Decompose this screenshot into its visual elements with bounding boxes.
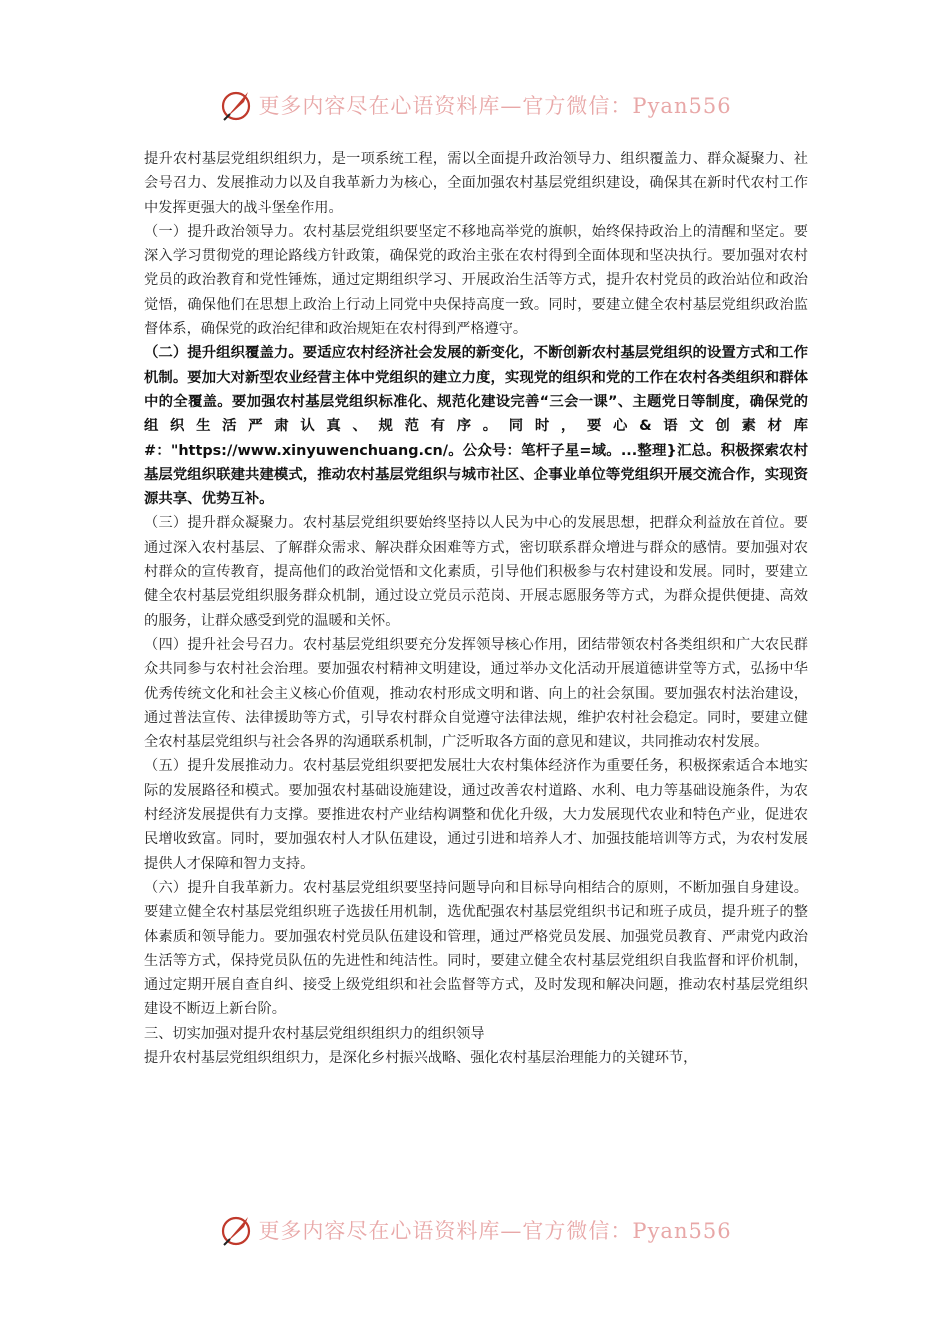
header-banner-text: 更多内容尽在心语资料库—官方微信：Pyan556 — [258, 94, 732, 118]
chapter-3-paragraph: 提升农村基层党组织组织力，是深化乡村振兴战略、强化农村基层治理能力的关键环节， — [144, 1049, 698, 1066]
document-body — [144, 147, 808, 1070]
section-1-paragraph: （一）提升政治领导力。农村基层党组织要坚定不移地高举党的旗帜，始终保持政治上的清醒和坚定。要深入学习贯彻党的理论路线方针政策，确保党的政治主张在农村得到全面体现和坚决执行。要加强对农村党员的政治教育和党性锤炼，通过定期组织学习、开展政治生活等方式，提升农村党员的政治站位和政治觉悟，确保他们在思想上政治上行动上同党中央保持高度一致。同时，要建立健全农村基层党组织政治监督体系，确保党的政治纪律和政治规矩在农村得到严格遵守。 — [144, 223, 808, 338]
chapter-3-heading: 三、切实加强对提升农村基层党组织组织力的组织领导 — [144, 1025, 485, 1042]
section-2-paragraph: （二）提升组织覆盖力。要适应农村经济社会发展的新变化，不断创新农村基层党组织的设置方式和工作机制。要加大对新型农业经营主体中党组织的建立力度，实现党的组织和党的工作在农村各类组织和群体中的全覆盖。要加强农村基层党组织标准化、规范化建设完善“三会一课”、主题党日等制度，确保党的组织生活严肃认真、规范有序。同时，要心&语文创素材库#："https://www.xinyuwenchuang.cn/。公众号：笔杆子星=域。...整理}汇总。积极探索农村基层党组织联建共建模式，推动农村基层党组织与城市社区、企事业单位等党组织开展交流合作，实现资源共享、优势互补。 — [144, 345, 808, 508]
intro-paragraph: 提升农村基层党组织组织力，是一项系统工程，需以全面提升政治领导力、组织覆盖力、群众凝聚力、社会号召力、发展推动力以及自我革新力为核心，全面加强农村基层党组织建设，确保其在新时代农村工作中发挥更强大的战斗堡垒作用。 — [144, 151, 808, 216]
footer-banner — [0, 1210, 950, 1250]
section-3-paragraph: （三）提升群众凝聚力。农村基层党组织要始终坚持以人民为中心的发展思想，把群众利益放在首位。要通过深入农村基层、了解群众需求、解决群众困难等方式，密切联系群众增进与群众的感情。要加强对农村群众的宣传教育，提高他们的政治觉悟和文化素质，引导他们积极参与农村建设和发展。同时，要建立健全农村基层党组织服务群众机制，通过设立党员示范岗、开展志愿服务等方式，为群众提供便捷、高效的服务，让群众感受到党的温暖和关怀。 — [144, 515, 808, 629]
header-banner — [0, 85, 950, 125]
section-6-paragraph: （六）提升自我革新力。农村基层党组织要坚持问题导向和目标导向相结合的原则，不断加强自身建设。要建立健全农村基层党组织班子选拔任用机制，选优配强农村基层党组织书记和班子成员，提升班子的整体素质和领导能力。要加强农村党员队伍建设和管理，通过严格党员发展、加强党员教育、严肃党内政治生活等方式，保持党员队伍的先进性和纯洁性。同时，要建立健全农村基层党组织自我监督和评价机制，通过定期开展自查自纠、接受上级党组织和社会监督等方式，及时发现和解决问题，推动农村基层党组织建设不断迈上新台阶。 — [144, 879, 808, 1018]
section-5-paragraph: （五）提升发展推动力。农村基层党组织要把发展壮大农村集体经济作为重要任务，积极探索适合本地实际的发展路径和模式。要加强农村基础设施建设，通过改善农村道路、水利、电力等基础设施条件，为农村经济发展提供有力支撑。要推进农村产业结构调整和优化升级，大力发展现代农业和特色产业，促进农民增收致富。同时，要加强农村人才队伍建设，通过引进和培养人才、加强技能培训等方式，为农村发展提供人才保障和智力支持。 — [144, 758, 808, 872]
quill-logo-icon — [218, 1212, 254, 1248]
section-4-paragraph: （四）提升社会号召力。农村基层党组织要充分发挥领导核心作用，团结带领农村各类组织和广大农民群众共同参与农村社会治理。要加强农村精神文明建设，通过举办文化活动开展道德讲堂等方式，弘扬中华优秀传统文化和社会主义核心价值观，推动农村形成文明和谐、向上的社会氛围。要加强农村法治建设，通过普法宣传、法律援助等方式，引导农村群众自觉遵守法律法规，维护农村社会稳定。同时，要建立健全农村基层党组织与社会各界的沟通联系机制，广泛听取各方面的意见和建议，共同推动农村发展。 — [144, 636, 808, 751]
footer-banner-text: 更多内容尽在心语资料库—官方微信：Pyan556 — [258, 1219, 732, 1243]
quill-logo-icon — [218, 87, 254, 123]
